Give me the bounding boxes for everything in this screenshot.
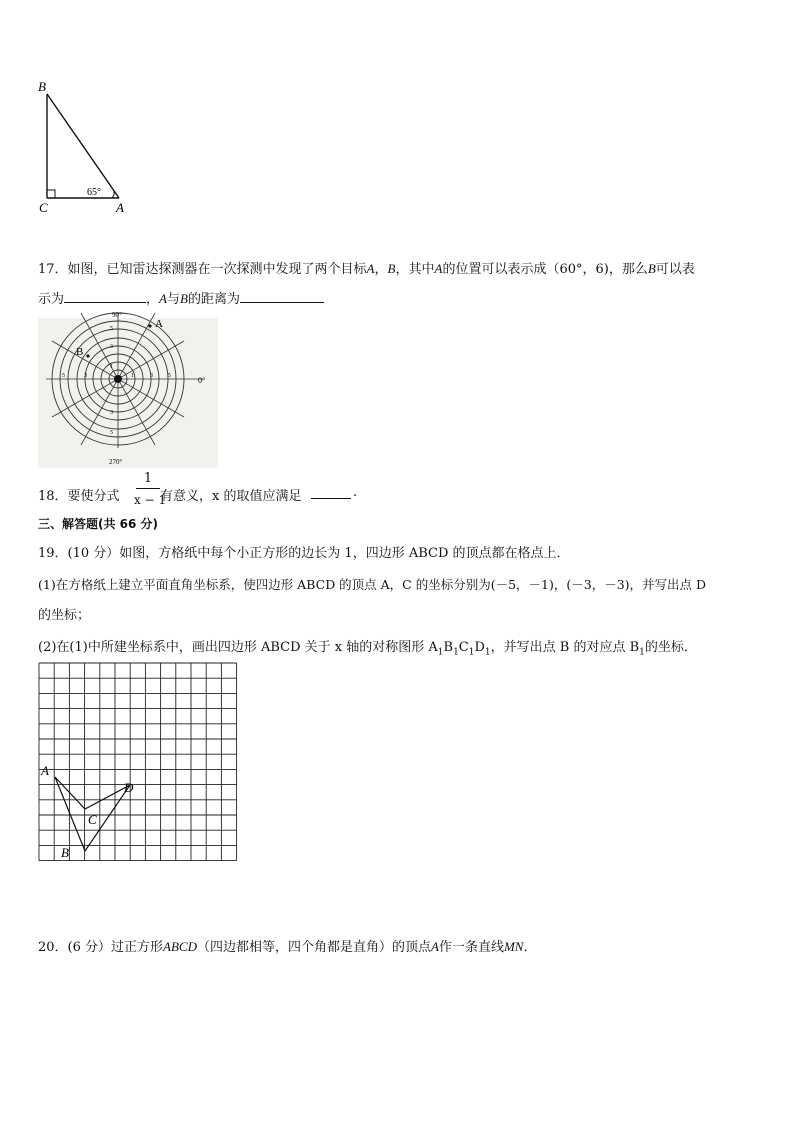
q17-text-b: ，其中 bbox=[395, 262, 435, 277]
q17-var-a3: A bbox=[159, 291, 167, 306]
q19-sub-1: 1 bbox=[437, 647, 444, 658]
q17-var-b2: B bbox=[647, 261, 656, 276]
q17-text-a: 17．如图，已知雷达探测器在一次探测中发现了两个目标 bbox=[38, 262, 367, 277]
triangle-label-c: C bbox=[39, 200, 48, 215]
radar-tick-bottom-3: 3 bbox=[110, 410, 113, 416]
q19-line4-text-a: (2)在(1)中所建坐标系中，画出四边形 ABCD 关于 x 轴的对称图形 A bbox=[38, 640, 438, 655]
q19-d: D bbox=[474, 640, 485, 655]
q17-text-g: 与 bbox=[166, 292, 180, 307]
grid-label-c: C bbox=[88, 812, 97, 827]
radar-tick-right-1: 1 bbox=[131, 373, 134, 379]
angle-label: 65° bbox=[87, 187, 101, 198]
q19-line4-text-b: ，并写出点 B 的对应点 B bbox=[490, 640, 640, 655]
q17-answer-blank-1[interactable] bbox=[64, 289, 146, 303]
q17-answer-blank-2[interactable] bbox=[240, 289, 324, 303]
radar-label-a: A bbox=[155, 318, 163, 330]
grid-label-d: D bbox=[124, 780, 134, 795]
q20-text-c: 作一条直线 bbox=[438, 940, 504, 955]
q17-var-b: B bbox=[387, 261, 396, 276]
square-grid-figure bbox=[30, 655, 245, 865]
q20-text-a: 20．(6 分）过正方形 bbox=[38, 940, 164, 955]
q19-sub-4: 1 bbox=[484, 647, 491, 658]
q18-prefix: 18．要使分式 bbox=[38, 489, 120, 504]
q19-c: C bbox=[458, 640, 469, 655]
radar-label-0: 0° bbox=[198, 376, 206, 385]
radar-tick-right-3: 3 bbox=[150, 373, 153, 379]
q20-var-a: A bbox=[431, 939, 439, 954]
radar-tick-top-1: 1 bbox=[110, 364, 113, 370]
radar-tick-top-5: 5 bbox=[110, 326, 113, 332]
radar-label-b: B bbox=[76, 346, 84, 358]
q18-suffix: 有意义，x 的取值应满足 bbox=[160, 489, 302, 504]
grid-label-b: B bbox=[61, 845, 69, 860]
radar-label-270: 270° bbox=[109, 458, 123, 466]
q18-numerator: 1 bbox=[143, 471, 153, 486]
q17-comma: ， bbox=[374, 262, 388, 277]
q17-text-f: ， bbox=[146, 292, 160, 307]
q18-answer-blank[interactable] bbox=[311, 485, 351, 499]
radar-label-90: 90° bbox=[112, 311, 122, 319]
q18-fraction-bar bbox=[136, 488, 160, 489]
q17-var-a2: A bbox=[434, 261, 443, 276]
q20-end: ． bbox=[523, 940, 537, 955]
section-3-title: 三、解答题(共 66 分) bbox=[38, 517, 159, 531]
q17-line1 bbox=[38, 258, 695, 277]
radar-tick-top-3: 3 bbox=[110, 344, 113, 350]
triangle-label-a: A bbox=[116, 200, 124, 215]
q17-text-c: 的位置可以表示成（60°，6)，那么 bbox=[442, 262, 648, 277]
radar-tick-right-5: 5 bbox=[168, 373, 171, 379]
q19-line1: 19．(10 分）如图，方格纸中每个小正方形的边长为 1，四边形 ABCD 的顶点都在格点上． bbox=[38, 546, 570, 561]
radar-tick-bottom-5: 5 bbox=[110, 430, 113, 436]
q19-sub-2: 1 bbox=[453, 647, 459, 658]
q18-denominator: x − 1 bbox=[134, 493, 167, 507]
q17-text-d: 可以表 bbox=[655, 262, 695, 277]
q19-sub-5: 1 bbox=[639, 647, 645, 658]
q20-text-b: （四边都相等，四个角都是直角）的顶点 bbox=[196, 940, 431, 955]
right-triangle-figure bbox=[30, 78, 140, 216]
q20-abcd: ABCD bbox=[163, 939, 197, 954]
q18 bbox=[38, 471, 438, 512]
q20-mn: MN bbox=[503, 939, 524, 954]
q17-var-a: A bbox=[366, 261, 375, 276]
q17-line2 bbox=[38, 288, 324, 307]
q17-var-b3: B bbox=[180, 291, 188, 306]
q19-sub-3: 1 bbox=[468, 647, 475, 658]
q19-line3: 的坐标； bbox=[38, 608, 91, 623]
radar-point-a bbox=[148, 324, 151, 327]
q17-text-h: 的距离为 bbox=[187, 292, 240, 307]
radar-polar-grid bbox=[38, 311, 218, 468]
radar-tick-left-3: 3 bbox=[84, 373, 87, 379]
q19-line4-text-c: 的坐标． bbox=[644, 640, 697, 655]
triangle-label-b: B bbox=[38, 79, 46, 94]
q19-b: B bbox=[443, 640, 454, 655]
q20-line bbox=[38, 936, 536, 955]
q19-line2: (1)在方格纸上建立平面直角坐标系，使四边形 ABCD 的顶点 A，C 的坐标分别为(－5，－1)，(－3，－3)，并写出点 D bbox=[38, 577, 707, 592]
grid-label-a: A bbox=[41, 763, 49, 778]
q17-text-e: 示为 bbox=[38, 292, 65, 307]
radar-tick-left-5: 5 bbox=[62, 373, 65, 379]
radar-point-b bbox=[86, 354, 89, 357]
q18-end: . bbox=[353, 485, 358, 500]
